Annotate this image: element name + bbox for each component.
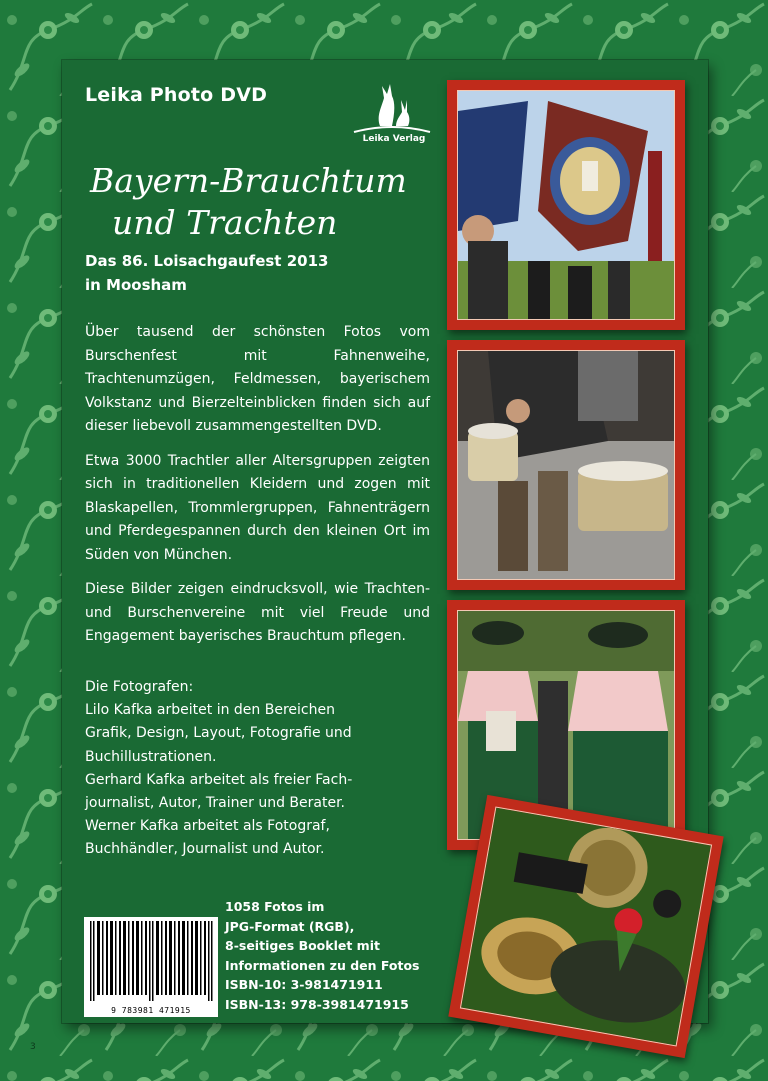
photographers-line: Buchhändler, Journalist und Autor. [85,841,325,858]
isbn-13: ISBN-13: 978-3981471915 [225,996,409,1012]
photo-drummers [447,340,685,590]
subtitle-line-1: Das 86. Loisachgaufest 2013 [85,252,329,270]
description-paragraph: Etwa 3000 Trachtler aller Altersgruppen zeigten sich in traditionellen Kleidern und zogen mit Blaskapellen, Trommlergruppen, Fahnenträgern und Pferdegespannen durch den kleinen Ort im Süden von München. [85,452,430,563]
isbn-10: ISBN-10: 3-981471911 [225,977,383,992]
product-info [225,897,420,1014]
product-info-line: JPG-Format (RGB), [225,918,355,934]
photographers-line: Buchillustrationen. [85,748,217,765]
description-paragraph: Über tausend der schönsten Fotos vom Burschenfest mit Fahnenweihe, Trachtenumzügen, Feldmessen, bayerischem Volkstanz und Bierzelteinblicken finden sich auf dieser liebevoll zusammengestellten DVD. [85,324,430,434]
page-title [90,160,407,244]
isbn-barcode [84,917,218,1017]
photographers-section [85,676,430,862]
photographers-line: Grafik, Design, Layout, Fotografie und [85,725,352,742]
photographers-line: journalist, Autor, Trainer und Berater. [85,795,345,812]
photographers-line: Lilo Kafka arbeitet in den Bereichen [85,702,335,719]
product-info-line: 8-seitiges Booklet mit [225,938,380,953]
description [85,321,430,660]
photo-horn-hat [448,795,723,1058]
page-number: 3 [30,1042,36,1052]
barcode-bars [88,921,214,1001]
description-paragraph: Diese Bilder zeigen eindrucksvoll, wie Trachten- und Burschenvereine mit viel Freude und Engagement bayerisches Brauchtum pflegen. [85,581,430,644]
subtitle [85,249,328,297]
photographers-line: Gerhard Kafka arbeitet als freier Fach- [85,771,353,788]
subtitle-line-2: in Moosham [85,276,187,294]
product-info-line: Informationen zu den Fotos [225,957,420,973]
title-line-2: und Trachten [112,203,338,242]
brand-title: Leika Photo DVD [85,84,268,106]
title-line-1: Bayern-Brauchtum [90,161,407,200]
photographers-heading: Die Fotografen: [85,679,194,695]
product-info-line: 1058 Fotos im [225,899,325,914]
photographers-line: Werner Kafka arbeitet als Fotograf, [85,818,330,835]
publisher-logo-text: Leika Verlag [362,134,426,144]
barcode-digits: 9 783981 471915 [111,1006,191,1015]
photo-flag-bearers [447,80,685,330]
